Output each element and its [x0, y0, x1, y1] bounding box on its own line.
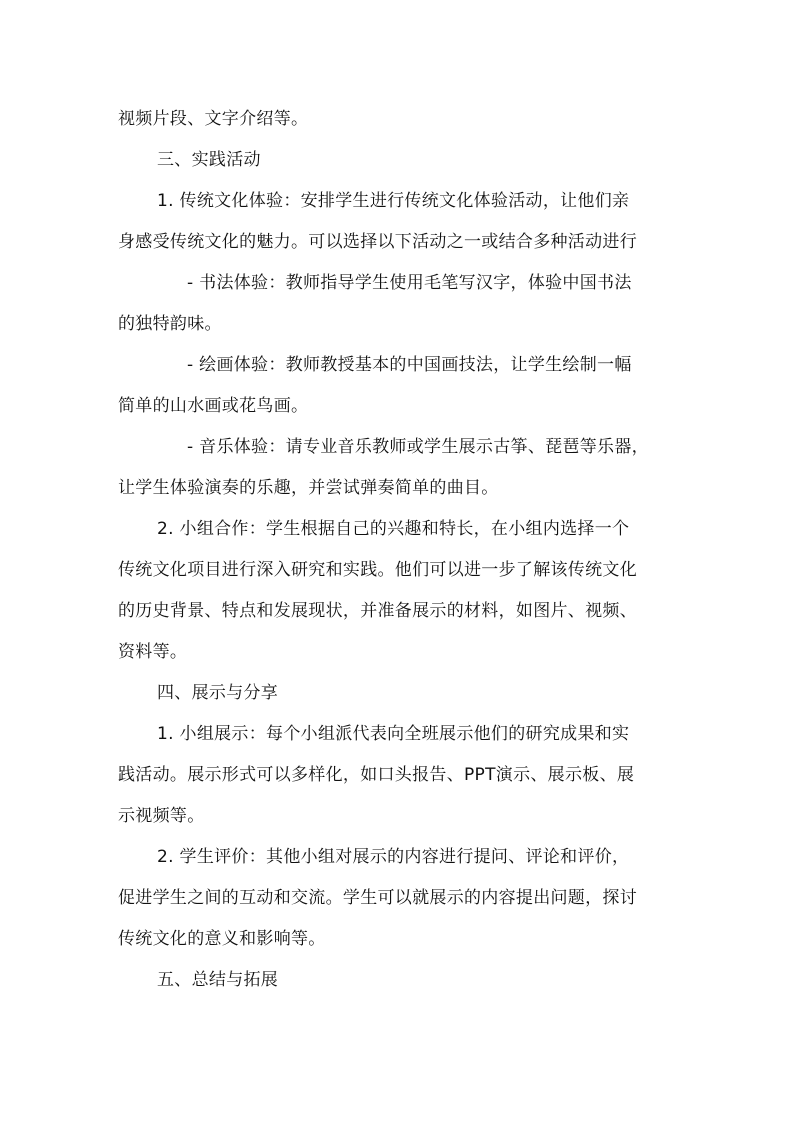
paragraph-line: 视频片段、文字介绍等。: [118, 109, 309, 129]
paragraph-line: 促进学生之间的互动和交流。学生可以就展示的内容提出问题，探讨: [118, 888, 637, 908]
paragraph-line: 传统文化项目进行深入研究和实践。他们可以进一步了解该传统文化: [118, 560, 637, 580]
section-heading: 五、总结与拓展: [157, 970, 279, 990]
paragraph-line: 传统文化的意义和影响等。: [118, 929, 326, 949]
paragraph-line: 1. 传统文化体验：安排学生进行传统文化体验活动，让他们亲: [157, 191, 630, 211]
paragraph-line: 2. 小组合作：学生根据自己的兴趣和特长，在小组内选择一个: [157, 519, 630, 539]
paragraph-line: 2. 学生评价：其他小组对展示的内容进行提问、评论和评价，: [157, 847, 630, 867]
paragraph-line: 1. 小组展示：每个小组派代表向全班展示他们的研究成果和实: [157, 724, 630, 744]
paragraph-line: 让学生体验演奏的乐趣，并尝试弹奏简单的曲目。: [118, 478, 499, 498]
paragraph-line: 的独特韵味。: [118, 314, 222, 334]
paragraph-line: 资料等。: [118, 642, 188, 662]
paragraph-line: 简单的山水画或花鸟画。: [118, 396, 309, 416]
list-item-line: - 书法体验：教师指导学生使用毛笔写汉字，体验中国书法: [187, 273, 632, 293]
section-heading: 四、展示与分享: [157, 683, 279, 703]
paragraph-line: 身感受传统文化的魅力。可以选择以下活动之一或结合多种活动进行: [118, 232, 637, 252]
paragraph-line: 践活动。展示形式可以多样化，如口头报告、PPT演示、展示板、展: [118, 765, 635, 785]
list-item-line: - 音乐体验：请专业音乐教师或学生展示古筝、琵琶等乐器，: [187, 437, 649, 457]
section-heading: 三、实践活动: [157, 150, 261, 170]
paragraph-line: 的历史背景、特点和发展现状，并准备展示的材料，如图片、视频、: [118, 601, 637, 621]
list-item-line: - 绘画体验：教师教授基本的中国画技法，让学生绘制一幅: [187, 355, 632, 375]
paragraph-line: 示视频等。: [118, 806, 205, 826]
